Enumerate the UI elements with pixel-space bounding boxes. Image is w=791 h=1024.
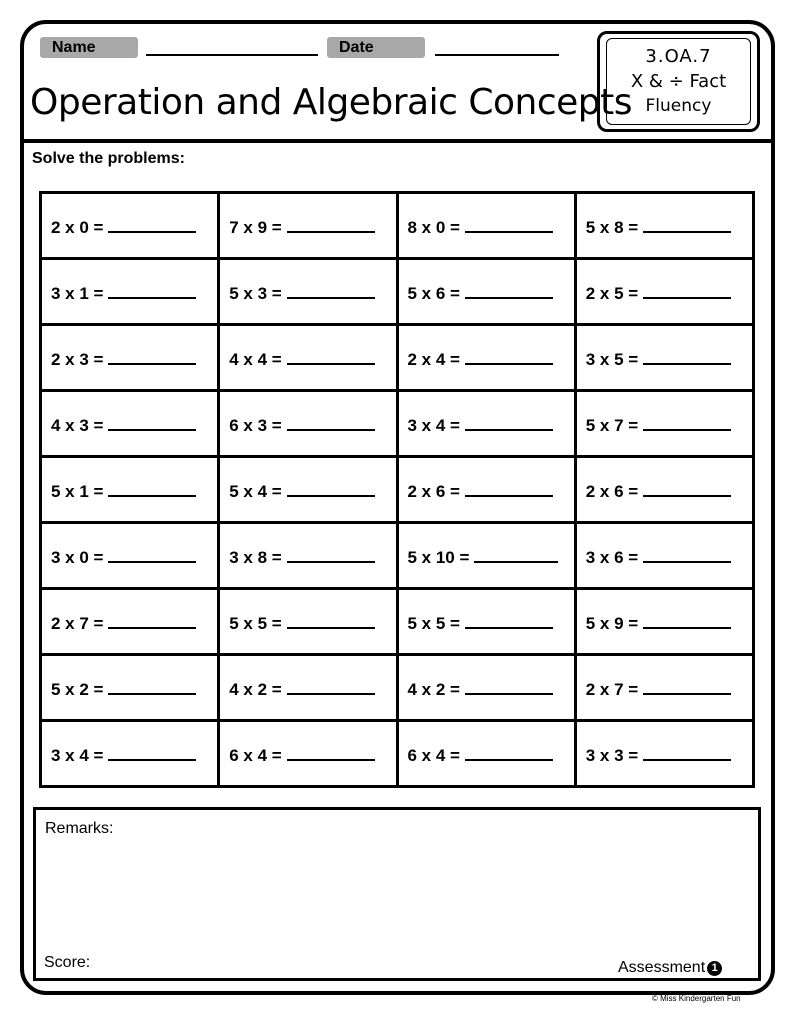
problem-cell [577,722,755,788]
date-field[interactable] [435,54,559,56]
answer-blank[interactable] [287,363,375,365]
problem-text: 3 x 4 = [407,415,460,435]
answer-blank[interactable] [108,297,196,299]
answer-blank[interactable] [108,693,196,695]
problem-cell [220,524,398,590]
problem-text: 6 x 4 = [229,745,282,765]
problem-text: 5 x 2 = [51,679,104,699]
answer-blank[interactable] [465,297,553,299]
problem-cell [399,524,577,590]
answer-blank[interactable] [465,627,553,629]
problem-cell [220,260,398,326]
problem-cell [577,458,755,524]
date-label: Date [327,37,425,58]
problem-cell [42,392,220,458]
remarks-label: Remarks: [45,820,114,837]
answer-blank[interactable] [465,231,553,233]
problem-cell [220,392,398,458]
answer-blank[interactable] [643,627,731,629]
name-field[interactable] [146,54,318,56]
answer-blank[interactable] [465,759,553,761]
problem-text: 3 x 1 = [51,283,104,303]
answer-blank[interactable] [108,759,196,761]
problem-text: 5 x 8 = [585,217,639,237]
problem-text: 6 x 4 = [407,745,460,765]
problem-cell [577,194,755,260]
problem-cell [220,656,398,722]
problem-text: 2 x 7 = [585,679,639,699]
answer-blank[interactable] [287,429,375,431]
problem-cell [220,458,398,524]
problem-cell [399,458,577,524]
answer-blank[interactable] [287,627,375,629]
standard-badge [606,38,751,125]
answer-blank[interactable] [108,627,196,629]
problem-text: 7 x 9 = [229,217,282,237]
answer-blank[interactable] [643,495,731,497]
problem-cell [399,392,577,458]
answer-blank[interactable] [287,693,375,695]
answer-blank[interactable] [108,561,196,563]
problem-text: 3 x 8 = [229,547,282,567]
problem-grid [39,191,755,788]
problem-text: 3 x 5 = [585,349,639,369]
problem-text: 3 x 0 = [51,547,104,567]
answer-blank[interactable] [108,231,196,233]
problem-cell [42,194,220,260]
problem-text: 5 x 9 = [585,613,639,633]
problem-text: 6 x 3 = [229,415,282,435]
problem-text: 4 x 3 = [51,415,104,435]
problem-cell [577,656,755,722]
problem-cell [577,590,755,656]
answer-blank[interactable] [643,297,731,299]
problem-cell [399,722,577,788]
problem-text: 5 x 4 = [229,481,282,501]
page-title: Operation and Algebraic Concepts [30,82,632,123]
problem-text: 2 x 6 = [407,481,460,501]
answer-blank[interactable] [108,363,196,365]
answer-blank[interactable] [643,231,731,233]
problem-cell [42,524,220,590]
answer-blank[interactable] [643,693,731,695]
problem-cell [399,590,577,656]
answer-blank[interactable] [643,429,731,431]
standard-code: 3.OA.7 [645,46,712,67]
problem-text: 5 x 5 = [229,613,282,633]
answer-blank[interactable] [287,297,375,299]
problem-cell [42,656,220,722]
problem-cell [399,260,577,326]
answer-blank[interactable] [465,693,553,695]
problem-text: 3 x 3 = [585,745,639,765]
answer-blank[interactable] [465,363,553,365]
problem-text: 5 x 10 = [407,547,470,567]
problem-cell [577,326,755,392]
problem-text: 2 x 4 = [407,349,460,369]
problem-cell [220,722,398,788]
problem-text: 4 x 2 = [229,679,282,699]
answer-blank[interactable] [287,561,375,563]
problem-text: 3 x 4 = [51,745,104,765]
problem-cell [220,326,398,392]
answer-blank[interactable] [474,561,558,563]
answer-blank[interactable] [287,495,375,497]
problem-cell [399,656,577,722]
problem-cell [42,722,220,788]
problem-cell [399,194,577,260]
problem-text: 2 x 5 = [585,283,639,303]
answer-blank[interactable] [465,429,553,431]
standard-topic: X & ÷ Fact [630,71,727,92]
standard-skill: Fluency [645,96,712,116]
answer-blank[interactable] [465,495,553,497]
problem-cell [42,458,220,524]
answer-blank[interactable] [643,363,731,365]
score-label: Score: [44,954,91,971]
answer-blank[interactable] [643,561,731,563]
answer-blank[interactable] [643,759,731,761]
problem-cell [220,590,398,656]
assessment-label [618,959,722,977]
problem-text: 5 x 3 = [229,283,282,303]
answer-blank[interactable] [108,429,196,431]
problem-cell [220,194,398,260]
problem-text: 2 x 3 = [51,349,104,369]
copyright-note: © Miss Kindergarten Fun [652,994,741,1003]
assessment-number: 1 [707,961,722,976]
answer-blank[interactable] [287,759,375,761]
problem-text: 2 x 6 = [585,481,639,501]
problem-text: 5 x 5 = [407,613,460,633]
problem-cell [42,326,220,392]
problem-text: 5 x 6 = [407,283,460,303]
problem-text: 4 x 2 = [407,679,460,699]
instructions: Solve the problems: [32,150,185,167]
problem-text: 5 x 7 = [585,415,639,435]
problem-text: 4 x 4 = [229,349,282,369]
problem-text: 5 x 1 = [51,481,104,501]
problem-cell [577,260,755,326]
answer-blank[interactable] [287,231,375,233]
remarks-box [33,807,761,981]
assessment-text: Assessment [618,959,706,976]
problem-text: 2 x 0 = [51,217,104,237]
problem-cell [577,392,755,458]
problem-cell [42,590,220,656]
problem-cell [577,524,755,590]
problem-text: 3 x 6 = [585,547,639,567]
problem-cell [399,326,577,392]
name-label: Name [40,37,138,58]
problem-cell [42,260,220,326]
problem-text: 8 x 0 = [407,217,460,237]
problem-text: 2 x 7 = [51,613,104,633]
answer-blank[interactable] [108,495,196,497]
